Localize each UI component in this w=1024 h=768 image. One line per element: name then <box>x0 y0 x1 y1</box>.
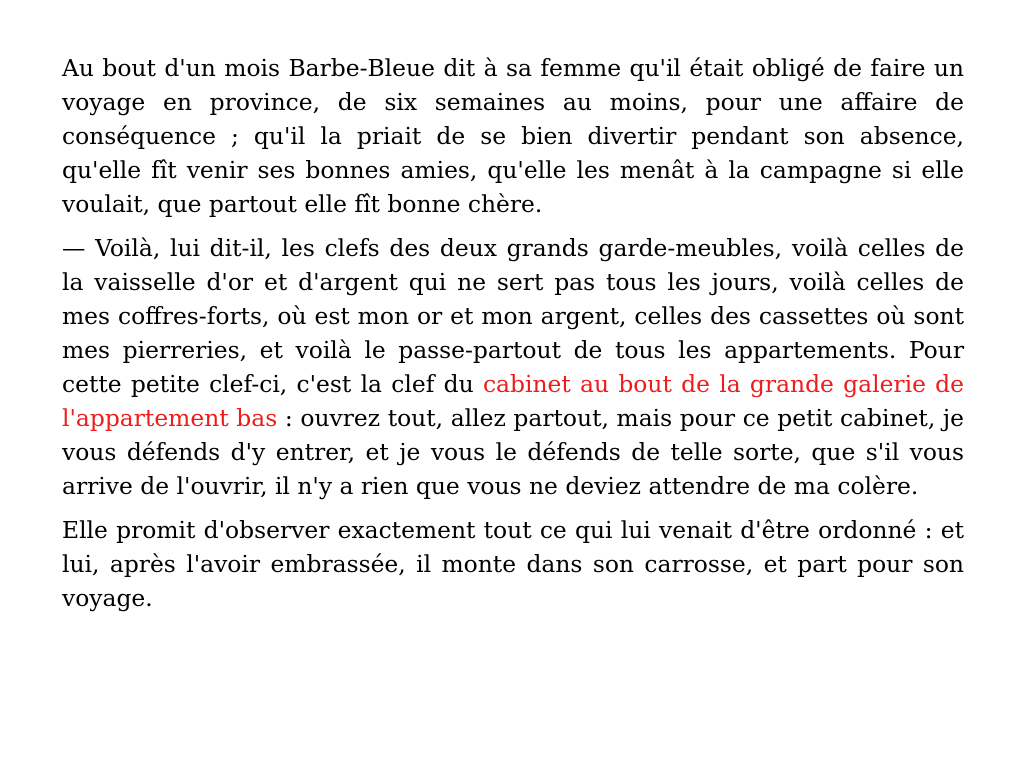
paragraph-2-text-before: — Voilà, lui dit-il, les clefs des deux grands garde-meubles, voilà celles de la vaisselle d'or et d'argent qui ne sert pas tous les jours, voilà celles de mes coffres-forts, où est mon or et mon argent, celles des cassettes où sont mes pierreries, et voilà le passe-partout de tous les appartements. Pour cette petite clef-ci, c'est la clef du <box>62 234 964 398</box>
paragraph-2-text-after: : ouvrez tout, allez partout, mais pour ce petit cabinet, je vous défends d'y entrer, et je vous le défends de telle sorte, que s'il vous arrive de l'ouvrir, il n'y a rien que vous ne deviez attendre de ma colère. <box>62 404 964 500</box>
document-body <box>62 51 964 625</box>
highlighted-phrase: cabinet au bout de la grande galerie de l'appartement bas <box>62 370 965 432</box>
paragraph-1: Au bout d'un mois Barbe-Bleue dit à sa femme qu'il était obligé de faire un voyage en province, de six semaines au moins, pour une affaire de conséquence ; qu'il la priait de se bien divertir pendant son absence, qu'elle fît venir ses bonnes amies, qu'elle les menât à la campagne si elle voulait, que partout elle fît bonne chère. <box>62 54 964 218</box>
paragraph-3: Elle promit d'observer exactement tout ce qui lui venait d'être ordonné : et lui, après l'avoir embrassée, il monte dans son carrosse, et part pour son voyage. <box>62 516 964 612</box>
paragraph-2 <box>62 231 964 503</box>
